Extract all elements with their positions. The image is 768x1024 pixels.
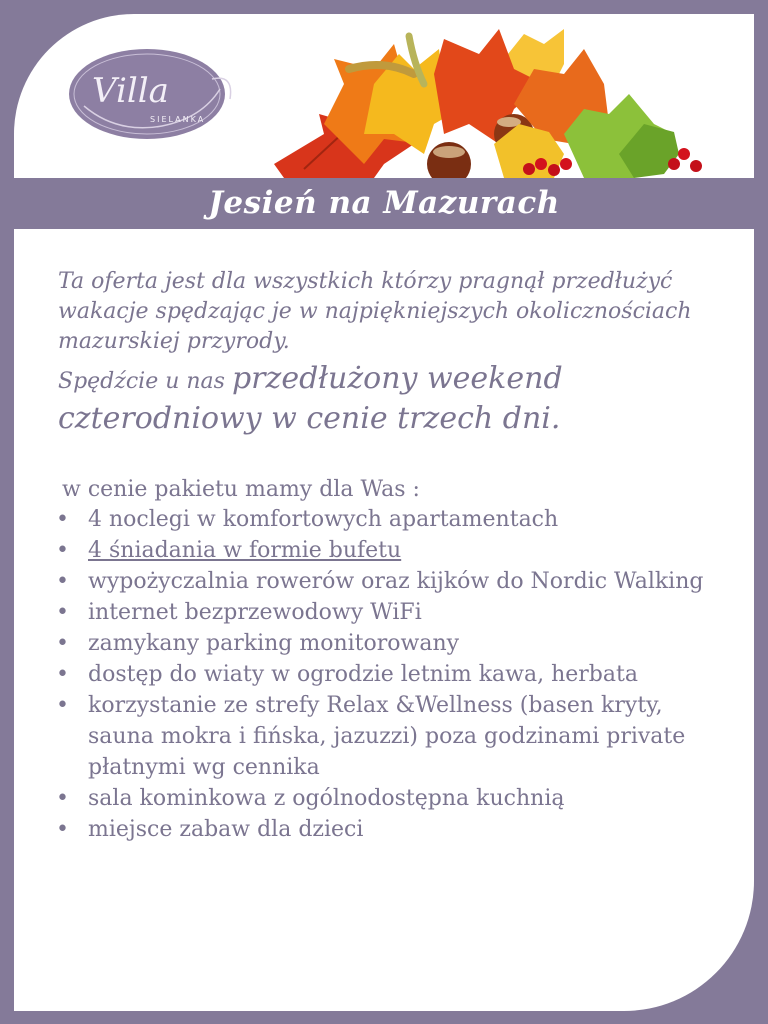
- list-item: • 4 śniadania w formie bufetu: [54, 535, 724, 566]
- content-panel: [14, 229, 754, 1011]
- list-item: • zamykany parking monitorowany: [54, 628, 724, 659]
- bullet-icon: •: [56, 817, 69, 842]
- offer-prefix: Spędźcie u nas: [58, 369, 225, 394]
- title-band: [0, 178, 768, 228]
- bullet-icon: •: [56, 507, 69, 532]
- intro-text: [58, 267, 738, 439]
- autumn-leaves-illustration: [264, 14, 734, 178]
- list-item: • miejsce zabaw dla dzieci: [54, 814, 724, 845]
- bullet-icon: •: [56, 662, 69, 687]
- offer-highlight-text: przedłużony weekend czterodniowy w cenie trzech dni.: [58, 361, 563, 436]
- package-intro: w cenie pakietu mamy dla Was :: [62, 477, 420, 502]
- bullet-icon: •: [56, 693, 69, 718]
- list-item: • internet bezprzewodowy WiFi: [54, 597, 724, 628]
- header-panel: [14, 14, 754, 178]
- bullet-icon: •: [56, 631, 69, 656]
- offer-highlight: [58, 359, 738, 439]
- list-item: • 4 noclegi w komfortowych apartamentach: [54, 504, 724, 535]
- bullet-icon: •: [56, 600, 69, 625]
- list-item: • sala kominkowa z ogólnodostępna kuchnią: [54, 783, 724, 814]
- svg-text:SIELANKA: SIELANKA: [150, 115, 206, 124]
- svg-text:Villa: Villa: [92, 71, 169, 111]
- bullet-icon: •: [56, 538, 69, 563]
- list-item: • korzystanie ze strefy Relax &Wellness (basen kryty, sauna mokra i fińska, jazuzzi) poza godzinami private płatnymi wg cennika: [54, 690, 724, 783]
- villa-sielanka-logo: [62, 44, 232, 144]
- bullet-icon: •: [56, 786, 69, 811]
- package-list: [54, 504, 724, 845]
- intro-paragraph: Ta oferta jest dla wszystkich którzy pragnął przedłużyć wakacje spędzając je w najpiękniejszych okolicznościach mazurskiej przyrody.: [58, 269, 692, 354]
- page-title: Jesień na Mazurach: [208, 185, 560, 221]
- bullet-icon: •: [56, 569, 69, 594]
- list-item: • dostęp do wiaty w ogrodzie letnim kawa, herbata: [54, 659, 724, 690]
- list-item: • wypożyczalnia rowerów oraz kijków do Nordic Walking: [54, 566, 724, 597]
